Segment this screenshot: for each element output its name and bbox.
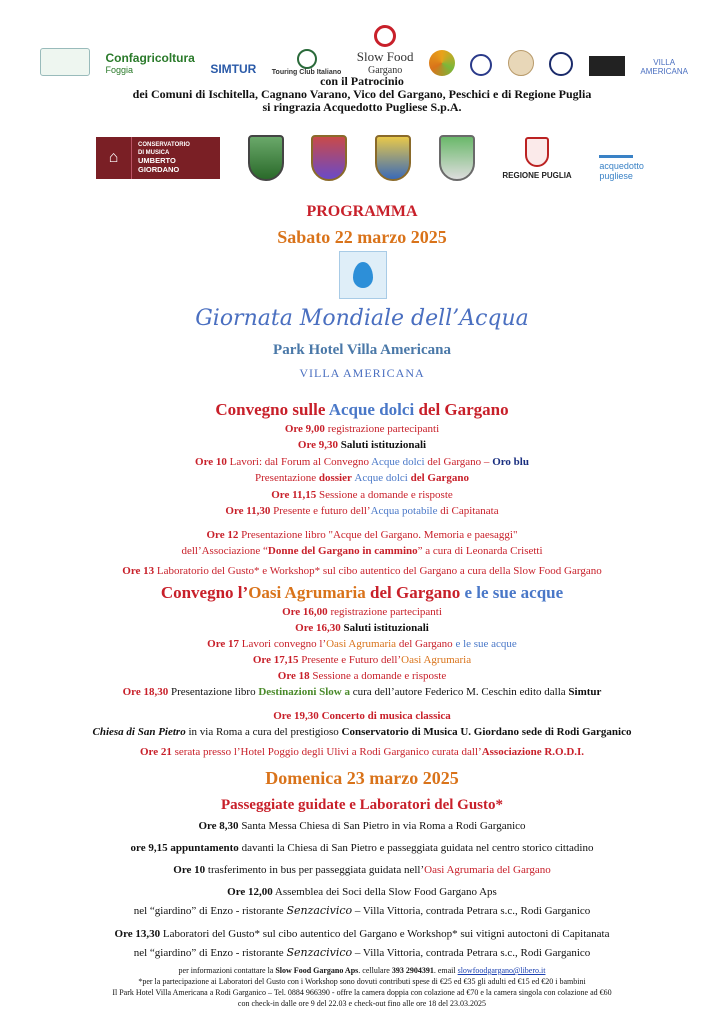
conservatorio-text-4: GIORDANO [138,165,180,174]
patronage-block [0,75,724,114]
schedule-highlight: Donne del Gargano in cammino [267,545,418,557]
simtur-logo: SIMTUR [210,62,257,76]
schedule-text: registrazione partecipanti [324,423,440,435]
water-drop-icon [353,262,373,288]
schedule-item [0,456,724,469]
schedule-highlight: Oro blu [492,456,529,468]
confagricoltura-city: Foggia [105,65,134,75]
acquedotto-pugliese-logo [599,136,644,181]
schedule-item [0,864,724,877]
convegno-1-part: del Gargano [414,400,509,419]
schedule-text: cura dell’autore Federico M. Ceschin edito dalla [350,686,569,698]
convegno-2-highlight: Oasi Agrumaria [248,583,366,602]
schedule-text: Presentazione [255,472,319,484]
comune-crest-icon [311,135,347,181]
associazione-logo [40,48,90,76]
confagricoltura-name: Confagricoltura [105,51,195,65]
footer-text: . cellulare [358,966,392,975]
regione-shield-icon [525,137,549,167]
schedule-item [0,842,724,855]
schedule-text: Assemblea dei Soci della Slow Food Gargano Aps [272,886,497,898]
schedule-time: Ore 9,30 [297,439,339,451]
slow-food-name: Slow Food [356,49,414,64]
schedule-item [0,545,724,558]
sunday-date-heading: Domenica 23 marzo 2025 [265,768,459,788]
schedule-time: Ore 12 [206,529,239,541]
schedule-text: – Villa Vittoria, contrada Petrara s.c., Rodi Garganico [352,947,591,959]
schedule-time: Ore 9,00 [284,423,325,435]
schedule-time: Ore 16,30 [295,622,341,634]
patronage-line-1: con il Patrocinio [320,74,404,88]
aqp-text-1: acquedotto [599,160,644,171]
schedule-highlight: Oasi Agrumaria del Gargano [424,864,551,876]
schedule-highlight: Oasi Agrumaria [326,638,397,650]
schedule-item [0,746,724,759]
schedule-text: davanti la Chiesa di San Pietro e passeggiata guidata nel centro storico cittadino [238,842,594,854]
schedule-text: Lavori: dal Forum al Convegno [226,456,372,468]
slow-food-gargano: Gargano [368,65,403,76]
seal-logo [549,52,573,76]
schedule-text: Presentazione libro "Acque del Gargano. Memoria e paesaggi" [238,529,518,541]
schedule-text: nel “giardino” di Enzo - ristorante [133,947,287,959]
schedule-text: – Villa Vittoria, contrada Petrara s.c., Rodi Garganico [352,905,591,917]
americana-word: AMERICANA [640,67,688,76]
schedule-time: Ore 11,15 [271,489,317,501]
regione-name: REGIONE PUGLIA [502,170,572,180]
conservatorio-text-2: DI MUSICA [138,150,170,156]
schedule-item [0,670,724,683]
schedule-text: Saluti istituzionali [340,622,429,634]
convegno-1-part: Convegno sulle [215,400,329,419]
schedule-item [0,638,724,651]
schedule-time: Ore 13,30 [114,928,161,940]
regione-puglia-logo [502,137,571,180]
schedule-text: in via Roma a cura del prestigioso [185,726,342,738]
schedule-highlight: Acque dolci [371,456,425,468]
schedule-item [0,686,724,699]
schedule-text: dell’Associazione “ [181,545,268,557]
convegno-1-highlight: Acque dolci [328,400,415,419]
schedule-item [0,886,724,899]
schedule-text: Laboratorio del Gusto* e Workshop* sul cibo autentico del Gargano a cura della Slow Food Gargano [154,565,602,577]
slow-food-logo [357,25,414,76]
schedule-time: Ore 10 [195,456,227,468]
schedule-text: trasferimento in bus per passeggiata guidata nell’ [205,864,425,876]
saturday-date-heading: Sabato 22 marzo 2025 [277,227,447,247]
schedule-highlight: Conservatorio di Musica U. Giordano sede di Rodi Garganico [341,726,632,738]
schedule-text: del Gargano [407,472,469,484]
schedule-item [0,439,724,452]
schedule-text: Santa Messa Chiesa di San Pietro in via Roma a Rodi Garganico [238,820,526,832]
schedule-item [0,726,724,739]
patronage-line-3: si ringrazia Acquedotto Pugliese S.p.A. [262,100,462,114]
schedule-text: Lavori convegno l’ [239,638,327,650]
schedule-time: Ore 16,00 [282,606,328,618]
schedule-time: Ore 19,30 [273,710,319,722]
schedule-item [0,622,724,635]
schedule-text: del Gargano [396,638,456,650]
dark-logo [589,56,625,76]
schedule-item [0,472,724,485]
venue-name: Park Hotel Villa Americana [273,342,451,358]
footer-info-line [0,966,724,976]
schedule-highlight: dossier [318,472,355,484]
sponsor-circle-logo [429,50,455,76]
comune-crest-icon [375,135,411,181]
schedule-item [0,505,724,518]
footer-email-link[interactable]: slowfoodgargano@libero.it [457,966,546,975]
schedule-highlight: Oasi Agrumaria [401,654,472,666]
comune-crest-icon [248,135,284,181]
confagricoltura-logo [105,52,194,76]
footer-pricing-line: *per la partecipazione ai Laboratori del Gusto con i Workshop sono dovuti contributi spese di €25 ed €35 gli adulti ed €15 ed €20 i bambini [138,977,586,986]
schedule-time: Ore 18,30 [122,686,169,698]
schedule-time: Ore 13 [122,565,155,577]
schedule-text: Presente e futuro dell’ [270,505,371,517]
touring-club-name: Touring Club Italiano [271,69,342,76]
schedule-time: Ore 18 [277,670,310,682]
footer-org: Slow Food Gargano Aps [275,966,359,975]
tree-icon [599,136,633,158]
schedule-highlight: Simtur [568,686,602,698]
convegno-2-part: Convegno l’ [160,583,249,602]
schedule-item [0,820,724,833]
event-title: Giornata Mondiale dell’Acqua [195,306,529,331]
comune-crest-icon [439,135,475,181]
snail-icon [374,25,396,47]
schedule-text: Sessione a domande e risposte [309,670,447,682]
schedule-text: Concerto di musica classica [318,710,451,722]
schedule-time: Ore 8,30 [198,820,239,832]
schedule-item [0,904,724,918]
restaurant-name: Senzacivico [286,946,353,959]
conservatorio-text-3: UMBERTO [138,156,176,165]
convegno-2-part: del Gargano [365,583,465,602]
sponsor-emblem-logo [508,50,534,76]
patronage-line-2: dei Comuni di Ischitella, Cagnano Varano, Vico del Gargano, Peschici e di Regione Puglia [132,87,592,101]
schedule-item [0,946,724,960]
schedule-highlight: Destinazioni Slow a [258,686,351,698]
schedule-time: Ore 17,15 [252,654,299,666]
footer-text: . email [433,966,458,975]
villa-americana-small-logo [640,58,688,76]
schedule-text: di Capitanata [437,505,499,517]
convegno-1-heading [0,400,724,420]
schedule-time: Ore 17 [207,638,240,650]
schedule-highlight: Associazione R.O.D.I. [481,746,585,758]
schedule-item [0,423,724,436]
conservatorio-text-1: CONSERVATORIO [138,142,190,148]
schedule-time: Ore 10 [173,864,206,876]
schedule-time: Ore 21 [139,746,172,758]
schedule-text: Saluti istituzionali [338,439,427,451]
schedule-item [0,606,724,619]
schedule-highlight: Acque dolci [354,472,408,484]
conservatorio-logo [96,137,220,179]
touring-club-icon [297,49,317,69]
schedule-text: serata presso l’Hotel Poggio degli Ulivi a Rodi Garganico curata dall’ [171,746,482,758]
touring-club-logo [272,49,341,76]
aqp-text-2: pugliese [599,170,633,181]
world-water-day-logo [339,251,387,299]
conservatorio-mark-icon: ⌂ [96,137,132,179]
restaurant-name: Senzacivico [286,904,353,917]
schedule-highlight: Chiesa di San Pietro [92,726,186,738]
schedule-text: Sessione a domande e risposte [316,489,453,501]
schedule-item [0,710,724,723]
schedule-text: Presente e Futuro dell’ [298,654,402,666]
schedule-time: Ore 12,00 [227,886,273,898]
footer-phone: 393 2904391 [391,966,434,975]
footer-checkin-line: con check-in dalle ore 9 del 22.03 e check-out fino alle ore 18 del 23.03.2025 [237,999,487,1008]
convegno-2-highlight: e le sue acque [464,583,564,602]
footer-hotel-line: Il Park Hotel Villa Americana a Rodi Garganico – Tel. 0884 966390 - offre la camera doppia con colazione ad €70 e la camera singola con colazione ad €60 [112,988,612,997]
schedule-text: registrazione partecipanti [327,606,442,618]
schedule-time: Ore 11,30 [225,505,271,517]
schedule-item [0,529,724,542]
schedule-text: nel “giardino” di Enzo - ristorante [133,905,287,917]
schedule-item [0,654,724,667]
schedule-text: Presentazione libro [168,686,259,698]
schedule-item [0,565,724,578]
convegno-2-heading [0,583,724,603]
schedule-highlight: e le sue acque [455,638,517,650]
schedule-text: ” a cura di Leonarda Crisetti [417,545,543,557]
schedule-item [0,489,724,502]
villa-americana-logo: VILLA AMERICANA [299,366,425,380]
sunday-subtitle: Passeggiate guidate e Laboratori del Gusto* [220,797,504,813]
programma-heading: PROGRAMMA [306,203,418,220]
footer-text: per informazioni contattare la [178,966,276,975]
confcommercio-logo [470,54,492,76]
villa-word: VILLA [653,58,676,67]
schedule-time: ore 9,15 appuntamento [130,842,239,854]
schedule-item [0,928,724,941]
sponsor-logos-row [40,18,688,76]
patron-logos-row [96,128,644,188]
schedule-text: del Gargano – [424,456,493,468]
schedule-text: Laboratori del Gusto* sul cibo autentico del Gargano e Workshop* sui vitigni autoctoni di Capitanata [160,928,610,940]
schedule-highlight: Acqua potabile [370,505,438,517]
